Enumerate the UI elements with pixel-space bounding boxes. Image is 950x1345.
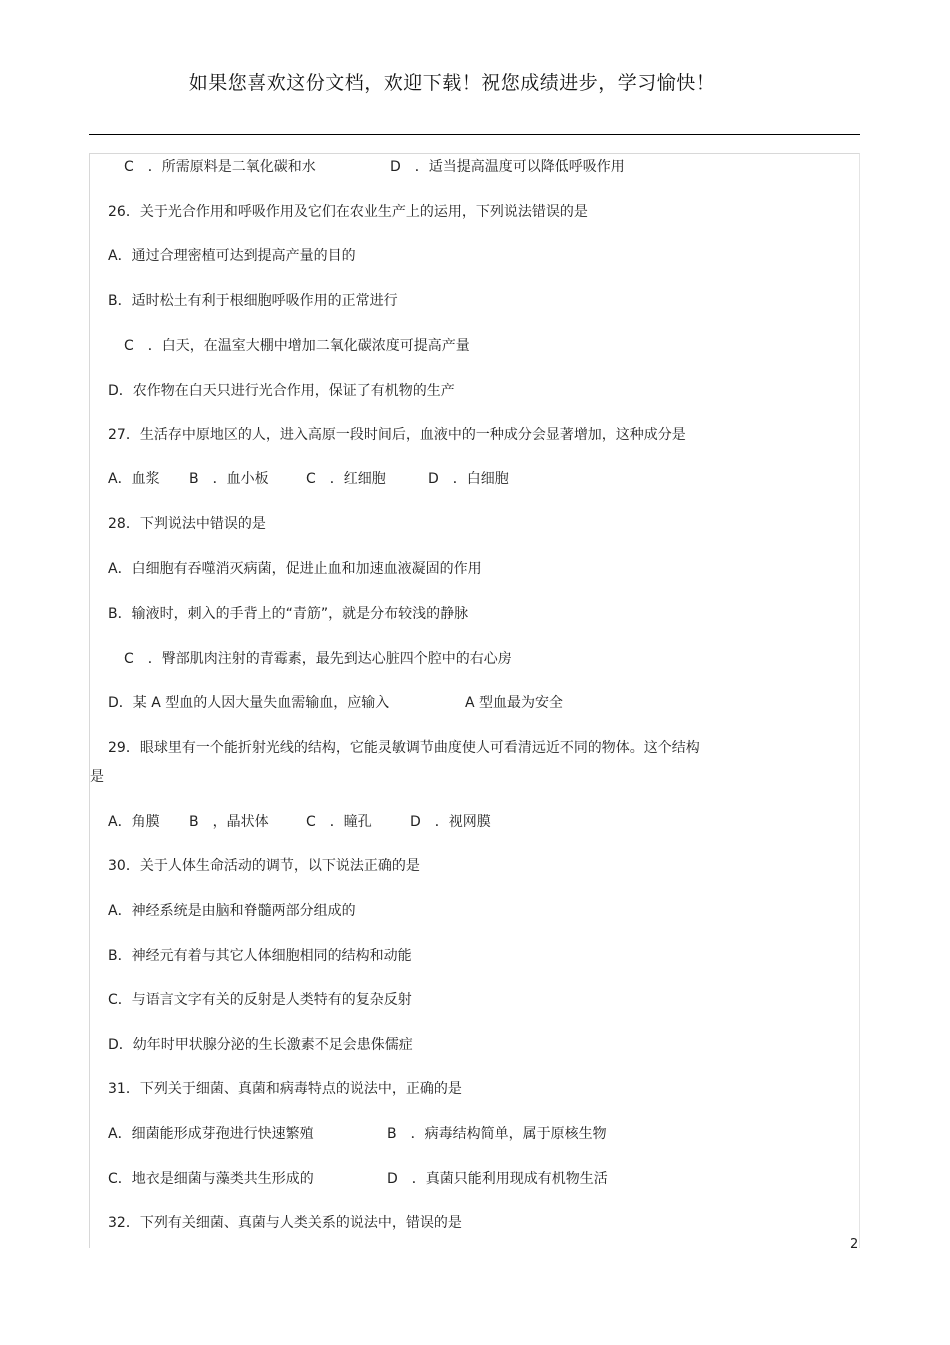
text-segment: 26．关于光合作用和呼吸作用及它们在农业生产上的运用，下列说法错误的是 (108, 204, 588, 220)
text-segment: C ．所需原料是二氧化碳和水 (124, 159, 316, 175)
text-segment: A．神经系统是由脑和脊髓两部分组成的 (108, 903, 356, 919)
text-segment: B ，晶状体 (189, 814, 269, 830)
text-segment: A 型血最为安全 (465, 695, 564, 711)
text-segment: D．农作物在白天只进行光合作用，保证了有机物的生产 (108, 383, 455, 399)
text-segment: C．地衣是细菌与藻类共生形成的 (108, 1171, 314, 1187)
page-number: 2 (850, 1237, 859, 1252)
text-segment: C ．臀部肌肉注射的青霉素，最先到达心脏四个腔中的右心房 (124, 651, 512, 667)
text-segment: C．与语言文字有关的反射是人类特有的复杂反射 (108, 992, 412, 1008)
text-segment: B．神经元有着与其它人体细胞相同的结构和动能 (108, 948, 412, 964)
text-segment: B．输液时，刺入的手背上的“青筋”，就是分布较浅的静脉 (108, 606, 469, 622)
text-segment: 31．下列关于细菌、真菌和病毒特点的说法中，正确的是 (108, 1081, 462, 1097)
text-segment: A．细菌能形成芽孢进行快速繁殖 (108, 1126, 314, 1142)
text-segment: 是 (90, 769, 104, 785)
text-segment: A．角膜 (108, 814, 160, 830)
text-segment: B ．病毒结构简单，属于原核生物 (387, 1126, 607, 1142)
text-segment: D ．视网膜 (410, 814, 491, 830)
text-segment: C ．瞳孔 (306, 814, 372, 830)
text-segment: 28．下判说法中错误的是 (108, 516, 266, 532)
text-segment: A．血浆 (108, 471, 160, 487)
text-segment: D ．白细胞 (428, 471, 509, 487)
text-segment: 32．下列有关细菌、真菌与人类关系的说法中，错误的是 (108, 1215, 462, 1231)
text-segment: B．适时松土有利于根细胞呼吸作用的正常进行 (108, 293, 398, 309)
page-header: 如果您喜欢这份文档，欢迎下载！祝您成绩进步，学习愉快！ (188, 72, 716, 94)
text-segment: D．某 A 型血的人因大量失血需输血，应输入 (108, 695, 390, 711)
text-segment: D．幼年时甲状腺分泌的生长激素不足会患侏儒症 (108, 1037, 413, 1053)
text-segment: 27．生活存中原地区的人，进入高原一段时间后，血液中的一种成分会显著增加，这种成分是 (108, 427, 686, 443)
text-segment: 29．眼球里有一个能折射光线的结构，它能灵敏调节曲度使人可看清远近不同的物体。这个结构 (108, 740, 700, 756)
text-segment: A．白细胞有吞噬消灭病菌，促进止血和加速血液凝固的作用 (108, 561, 482, 577)
text-segment: C ．白天，在温室大棚中增加二氧化碳浓度可提高产量 (124, 338, 470, 354)
text-segment: C ．红细胞 (306, 471, 386, 487)
text-segment: D ．真菌只能利用现成有机物生活 (387, 1171, 608, 1187)
text-segment: B ．血小板 (189, 471, 269, 487)
header-rule (89, 134, 860, 135)
text-segment: D ．适当提高温度可以降低呼吸作用 (390, 159, 625, 175)
text-segment: A．通过合理密植可达到提高产量的目的 (108, 248, 356, 264)
text-segment: 30．关于人体生命活动的调节，以下说法正确的是 (108, 858, 420, 874)
